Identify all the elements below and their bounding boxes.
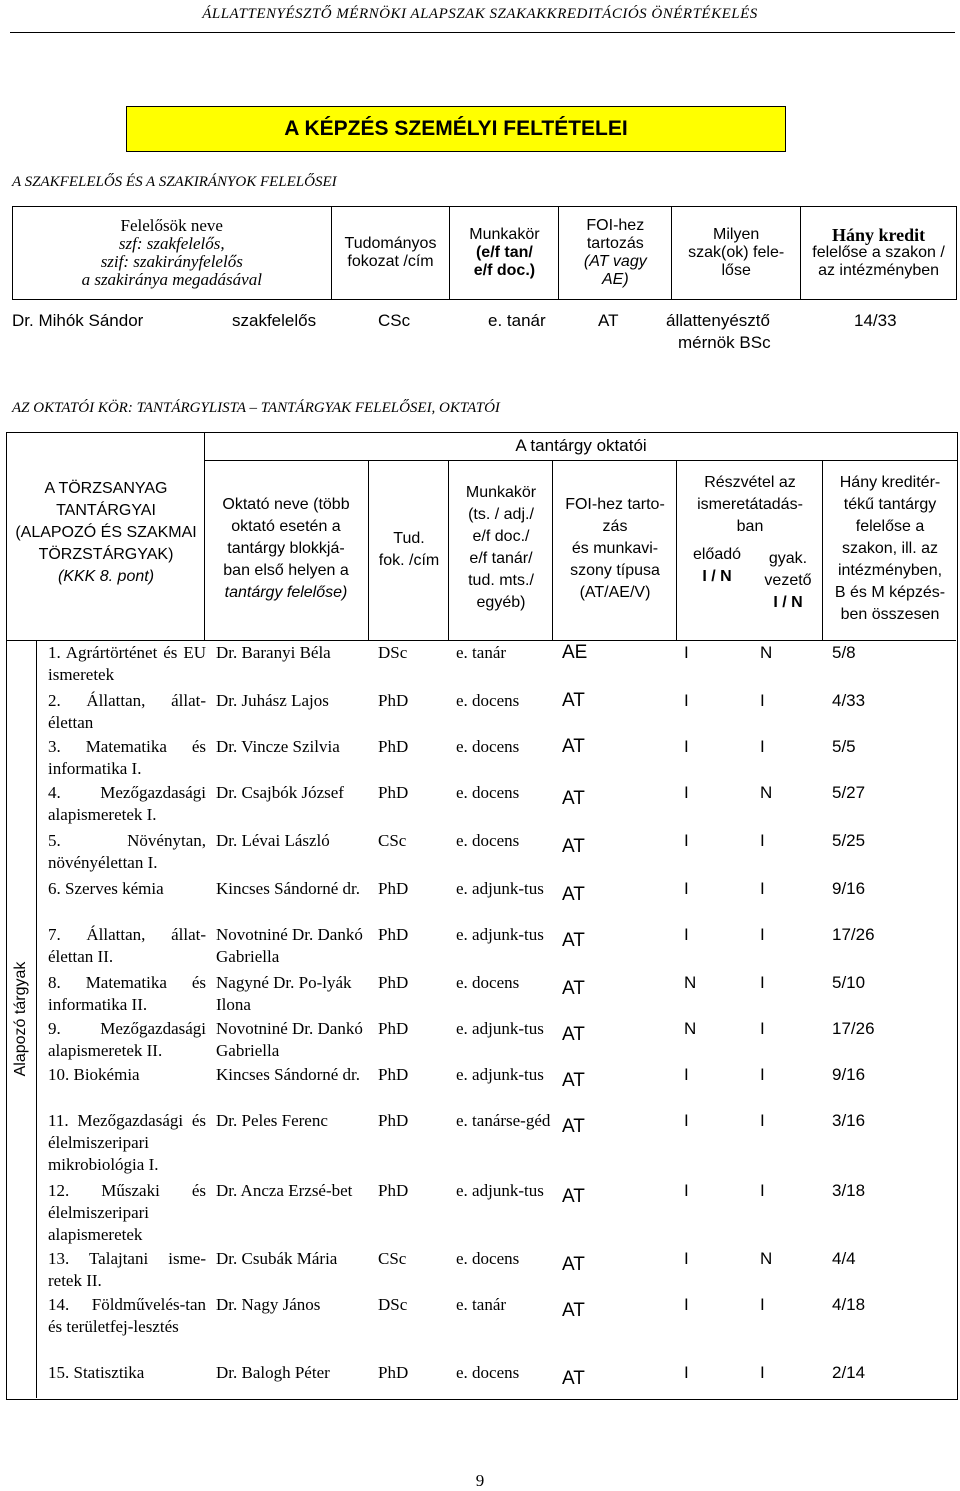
header-line: előadó bbox=[692, 546, 742, 563]
credits-cell: 5/5 bbox=[832, 737, 856, 756]
section-heading-faculty: AZ OKTATÓI KÖR: TANTÁRGYLISTA – TANTÁRGYAK FELELŐSEI, OKTATÓI bbox=[12, 400, 500, 416]
subject-cell: 14. Földművelés-tan és területfej-lesztés bbox=[48, 1295, 206, 1336]
position-cell: e. docens bbox=[456, 831, 520, 850]
header-lecturer bbox=[680, 544, 754, 588]
lecturer-cell: N bbox=[684, 1019, 697, 1038]
practice-cell: I bbox=[760, 831, 765, 850]
degree-cell: CSc bbox=[378, 831, 407, 850]
credits-cell: 4/4 bbox=[832, 1249, 856, 1268]
responsible-role: szakfelelős bbox=[232, 311, 317, 330]
credits-cell: 5/8 bbox=[832, 643, 856, 662]
header-line: ban bbox=[736, 518, 764, 535]
degree-cell: DSc bbox=[378, 1295, 408, 1314]
instructor-name-cell: Dr. Nagy János bbox=[216, 1295, 321, 1314]
instructor-name-cell: Dr. Balogh Péter bbox=[216, 1363, 330, 1382]
instructor-name-cell: Dr. Vincze Szilvia bbox=[216, 737, 340, 756]
position-cell: e. docens bbox=[456, 1363, 520, 1382]
subject-cell: 6. Szerves kémia bbox=[48, 879, 164, 898]
header-rule bbox=[10, 32, 955, 33]
header-line: tantárgy felelőse) bbox=[224, 584, 348, 601]
header-line: ban első helyen a bbox=[223, 562, 349, 579]
instructor-name-cell: Dr. Ancza Erzsé-bet bbox=[216, 1181, 353, 1200]
position-cell: e. docens bbox=[456, 1249, 520, 1268]
degree-cell: PhD bbox=[378, 925, 409, 944]
lecturer-cell: I bbox=[684, 1363, 689, 1382]
header-line: szony típusa bbox=[570, 562, 660, 579]
header-line: FOI-hez tarto- bbox=[565, 496, 665, 513]
foi-cell: AT bbox=[562, 690, 585, 711]
instructor-name-cell: Kincses Sándorné dr. bbox=[216, 1065, 361, 1084]
subject-cell: 12. Műszaki és élelmiszeripari alapismeretek bbox=[48, 1181, 206, 1244]
foi-cell: AT bbox=[562, 1254, 585, 1275]
header-subject bbox=[10, 478, 202, 588]
instructor-name-cell: Nagyné Dr. Po-lyák Ilona bbox=[216, 973, 352, 1014]
instructor-name-cell: Dr. Juhász Lajos bbox=[216, 691, 329, 710]
foi-cell: AT bbox=[562, 1024, 585, 1045]
program-line: állattenyésztő bbox=[666, 311, 770, 330]
subject-cell: 13. Talajtani isme-retek II. bbox=[48, 1249, 206, 1290]
degree-cell: PhD bbox=[378, 1065, 409, 1084]
header-line: egyéb) bbox=[476, 594, 526, 611]
header-line: Felelősök neve bbox=[120, 216, 223, 235]
credits-cell: 9/16 bbox=[832, 879, 866, 898]
header-line: fok. /cím bbox=[378, 552, 440, 569]
header-line: (AT vagy bbox=[583, 253, 647, 270]
practice-cell: I bbox=[760, 973, 765, 992]
credits-cell: 2/14 bbox=[832, 1363, 866, 1382]
credits-cell: 17/26 bbox=[832, 925, 875, 944]
header-line: intézményben, bbox=[837, 562, 943, 579]
position-cell: e. docens bbox=[456, 973, 520, 992]
position-cell: e. adjunk-tus bbox=[456, 879, 544, 898]
position-cell: e. tanár bbox=[456, 643, 507, 662]
header-line: TANTÁRGYAI bbox=[56, 502, 156, 519]
subject-cell: 9. Mezőgazdasági alapismeretek II. bbox=[48, 1019, 206, 1060]
position-cell: e. adjunk-tus bbox=[456, 1065, 544, 1084]
lecturer-cell: I bbox=[684, 925, 689, 944]
credits-cell: 5/25 bbox=[832, 831, 866, 850]
position-cell: e. docens bbox=[456, 783, 520, 802]
responsible-degree: CSc bbox=[378, 311, 411, 330]
grid-line bbox=[552, 460, 553, 640]
credits-cell: 3/18 bbox=[832, 1181, 866, 1200]
foi-cell: AT bbox=[562, 1368, 585, 1389]
instructor-name-cell: Dr. Csubák Mária bbox=[216, 1249, 338, 1268]
foi-cell: AT bbox=[562, 836, 585, 857]
practice-cell: N bbox=[760, 1249, 773, 1268]
degree-cell: PhD bbox=[378, 1363, 409, 1382]
lecturer-cell: I bbox=[684, 1295, 689, 1314]
instructor-name-cell: Dr. Lévai László bbox=[216, 831, 330, 850]
lecturer-cell: I bbox=[684, 831, 689, 850]
grid-line bbox=[676, 460, 677, 640]
header-line: Munkakör bbox=[469, 226, 540, 243]
header-line: Oktató neve (több bbox=[222, 496, 350, 513]
grid-line bbox=[204, 432, 205, 640]
degree-cell: PhD bbox=[378, 1111, 409, 1130]
subject-cell: 11. Mezőgazdasági és élelmiszeripari mikrobiológia I. bbox=[48, 1111, 206, 1174]
subject-cell: 7. Állattan, állat-élettan II. bbox=[48, 925, 206, 966]
header-line: oktató esetén a bbox=[231, 518, 341, 535]
program-line: mérnök BSc bbox=[678, 333, 771, 352]
instructor-name-cell: Novotniné Dr. Dankó Gabriella bbox=[216, 1019, 363, 1060]
header-line: Hány kredit bbox=[831, 225, 926, 245]
header-credits-col bbox=[824, 472, 956, 626]
subject-cell: 2. Állattan, állat-élettan bbox=[48, 691, 206, 732]
header-line: lőse bbox=[721, 262, 751, 279]
subject-cell: 10. Biokémia bbox=[48, 1065, 140, 1084]
header-line: (KKK 8. pont) bbox=[57, 568, 155, 585]
page-number: 9 bbox=[475, 1471, 485, 1490]
header-line: Tudományos bbox=[344, 235, 437, 252]
lecturer-cell: I bbox=[684, 691, 689, 710]
subject-cell: 4. Mezőgazdasági alapismeretek I. bbox=[48, 783, 206, 824]
header-foi bbox=[559, 207, 672, 300]
header-credits bbox=[801, 207, 957, 300]
side-label-text: Alapozó tárgyak bbox=[12, 961, 29, 1077]
practice-cell: I bbox=[760, 1363, 765, 1382]
instructor-name-cell: Dr. Csajbók József bbox=[216, 783, 344, 802]
practice-cell: I bbox=[760, 925, 765, 944]
subject-cell: 3. Matematika és informatika I. bbox=[48, 737, 206, 778]
header-line: Részvétel az bbox=[704, 474, 796, 491]
lecturer-cell: I bbox=[684, 1249, 689, 1268]
header-line: és munkavi- bbox=[571, 540, 659, 557]
header-line: B és M képzés- bbox=[834, 584, 946, 601]
foi-cell: AT bbox=[562, 884, 585, 905]
responsible-position: e. tanár bbox=[488, 311, 546, 330]
header-responsible-names bbox=[13, 207, 332, 300]
header-line: (AT/AE/V) bbox=[579, 584, 651, 601]
practice-cell: I bbox=[760, 1181, 765, 1200]
header-instructor-name bbox=[206, 494, 366, 604]
practice-cell: I bbox=[760, 737, 765, 756]
header-line: ismeretátadás- bbox=[697, 496, 803, 513]
section-heading-responsibles: A SZAKFELELŐS ÉS A SZAKIRÁNYOK FELELŐSEI bbox=[12, 174, 337, 190]
responsible-program bbox=[666, 310, 771, 354]
header-line: e/f doc.) bbox=[473, 262, 536, 279]
header-line: szif: szakirányfelelős bbox=[100, 252, 243, 271]
header-line: A TÖRZSANYAG bbox=[44, 480, 168, 497]
header-program bbox=[672, 207, 801, 300]
header-line: (e/f tan/ bbox=[475, 244, 533, 261]
degree-cell: CSc bbox=[378, 1249, 407, 1268]
responsibles-table bbox=[12, 206, 957, 300]
degree-cell: PhD bbox=[378, 737, 409, 756]
practice-cell: I bbox=[760, 879, 765, 898]
foi-cell: AT bbox=[562, 788, 585, 809]
header-line: Tud. bbox=[393, 530, 425, 547]
practice-cell: I bbox=[760, 1295, 765, 1314]
responsible-credits: 14/33 bbox=[854, 311, 897, 330]
header-line: felelőse a bbox=[855, 518, 925, 535]
foi-cell: AT bbox=[562, 1116, 585, 1137]
position-cell: e. docens bbox=[456, 737, 520, 756]
header-line: szakon, ill. az bbox=[841, 540, 939, 557]
practice-cell: I bbox=[760, 1111, 765, 1130]
responsible-foi: AT bbox=[598, 311, 619, 330]
position-cell: e. adjunk-tus bbox=[456, 925, 544, 944]
degree-cell: PhD bbox=[378, 879, 409, 898]
foi-cell: AT bbox=[562, 1070, 585, 1091]
foi-cell: AE bbox=[562, 642, 588, 663]
header-line: a szakiránya megadásával bbox=[81, 270, 262, 289]
header-line: AE) bbox=[601, 271, 629, 288]
header-line: (ts. / adj./ bbox=[468, 506, 534, 523]
header-degree-col bbox=[368, 528, 450, 572]
degree-cell: PhD bbox=[378, 973, 409, 992]
credits-cell: 4/18 bbox=[832, 1295, 866, 1314]
header-line: az intézményben bbox=[818, 262, 940, 279]
instructor-name-cell: Dr. Peles Ferenc bbox=[216, 1111, 328, 1130]
credits-cell: 5/27 bbox=[832, 783, 866, 802]
grid-line bbox=[36, 640, 37, 1398]
grid-line bbox=[6, 640, 956, 641]
header-line: Munkakör bbox=[465, 484, 537, 501]
practice-cell: N bbox=[760, 643, 773, 662]
header-position-col bbox=[450, 482, 552, 614]
header-line: Hány kreditér- bbox=[839, 474, 941, 491]
header-line: szak(ok) fele- bbox=[688, 244, 785, 261]
position-cell: e. tanár bbox=[456, 1295, 507, 1314]
lecturer-cell: N bbox=[684, 973, 697, 992]
foi-cell: AT bbox=[562, 736, 585, 757]
practice-cell: I bbox=[760, 1065, 765, 1084]
position-cell: e. tanárse-géd bbox=[456, 1111, 551, 1130]
header-foi-col bbox=[554, 494, 676, 604]
header-line: tantárgy blokkjá- bbox=[227, 540, 345, 557]
subject-cell: 8. Matematika és informatika II. bbox=[48, 973, 206, 1014]
foi-cell: AT bbox=[562, 978, 585, 999]
lecturer-cell: I bbox=[684, 737, 689, 756]
running-header: ÁLLATTENYÉSZTŐ MÉRNÖKI ALAPSZAK SZAKAKKREDITÁCIÓS ÖNÉRTÉKELÉS bbox=[202, 6, 758, 22]
foi-cell: AT bbox=[562, 930, 585, 951]
credits-cell: 17/26 bbox=[832, 1019, 875, 1038]
credits-cell: 3/16 bbox=[832, 1111, 866, 1130]
header-line: tud. mts./ bbox=[468, 572, 534, 589]
header-line: ben összesen bbox=[840, 606, 940, 623]
section-title-box: A KÉPZÉS SZEMÉLYI FELTÉTELEI bbox=[126, 106, 786, 152]
lecturer-cell: I bbox=[684, 1181, 689, 1200]
credits-cell: 4/33 bbox=[832, 691, 866, 710]
header-line: tartozás bbox=[586, 235, 644, 252]
practice-cell: I bbox=[760, 1019, 765, 1038]
header-line: fokozat /cím bbox=[347, 253, 434, 270]
responsibles-header-row bbox=[13, 207, 957, 300]
header-line: felelőse a szakon / bbox=[812, 244, 945, 261]
instructor-name-cell: Novotniné Dr. Dankó Gabriella bbox=[216, 925, 363, 966]
header-line: e/f doc./ bbox=[472, 528, 530, 545]
header-line: gyak. bbox=[768, 550, 808, 567]
header-line: FOI-hez bbox=[586, 217, 645, 234]
lecturer-cell: I bbox=[684, 1065, 689, 1084]
subject-cell: 15. Statisztika bbox=[48, 1363, 145, 1382]
degree-cell: PhD bbox=[378, 1181, 409, 1200]
header-line: I / N bbox=[702, 568, 732, 585]
header-degree bbox=[331, 207, 450, 300]
lecturer-cell: I bbox=[684, 879, 689, 898]
position-cell: e. docens bbox=[456, 691, 520, 710]
lecturer-cell: I bbox=[684, 643, 689, 662]
header-line: TÖRZSTÁRGYAK) bbox=[38, 546, 174, 563]
header-line: (ALAPOZÓ ÉS SZAKMAI bbox=[15, 524, 197, 541]
instructor-name-cell: Dr. Baranyi Béla bbox=[216, 643, 331, 662]
degree-cell: PhD bbox=[378, 1019, 409, 1038]
subject-cell: 1. Agrártörténet és EU ismeretek bbox=[48, 643, 206, 684]
practice-cell: I bbox=[760, 691, 765, 710]
responsible-name: Dr. Mihók Sándor bbox=[12, 311, 144, 330]
responsible-row bbox=[12, 310, 957, 360]
header-participation bbox=[678, 472, 822, 538]
header-line: szf: szakfelelős, bbox=[118, 234, 225, 253]
side-label-foundation-subjects bbox=[6, 640, 36, 1398]
degree-cell: PhD bbox=[378, 783, 409, 802]
credits-cell: 9/16 bbox=[832, 1065, 866, 1084]
position-cell: e. adjunk-tus bbox=[456, 1019, 544, 1038]
header-line: I / N bbox=[773, 594, 803, 611]
foi-cell: AT bbox=[562, 1300, 585, 1321]
header-line: zás bbox=[602, 518, 628, 535]
header-practice bbox=[752, 548, 824, 614]
faculty-group-header: A tantárgy oktatói bbox=[204, 432, 957, 461]
subject-cell: 5. Növénytan, növényélettan I. bbox=[48, 831, 206, 872]
foi-cell: AT bbox=[562, 1186, 585, 1207]
credits-cell: 5/10 bbox=[832, 973, 866, 992]
lecturer-cell: I bbox=[684, 1111, 689, 1130]
degree-cell: DSc bbox=[378, 643, 408, 662]
instructor-name-cell: Kincses Sándorné dr. bbox=[216, 879, 361, 898]
practice-cell: N bbox=[760, 783, 773, 802]
header-line: Milyen bbox=[713, 226, 760, 243]
header-line: tékű tantárgy bbox=[843, 496, 937, 513]
position-cell: e. adjunk-tus bbox=[456, 1181, 544, 1200]
degree-cell: PhD bbox=[378, 691, 409, 710]
header-line: vezető bbox=[764, 572, 812, 589]
header-position bbox=[450, 207, 559, 300]
lecturer-cell: I bbox=[684, 783, 689, 802]
header-line: e/f tanár/ bbox=[469, 550, 533, 567]
